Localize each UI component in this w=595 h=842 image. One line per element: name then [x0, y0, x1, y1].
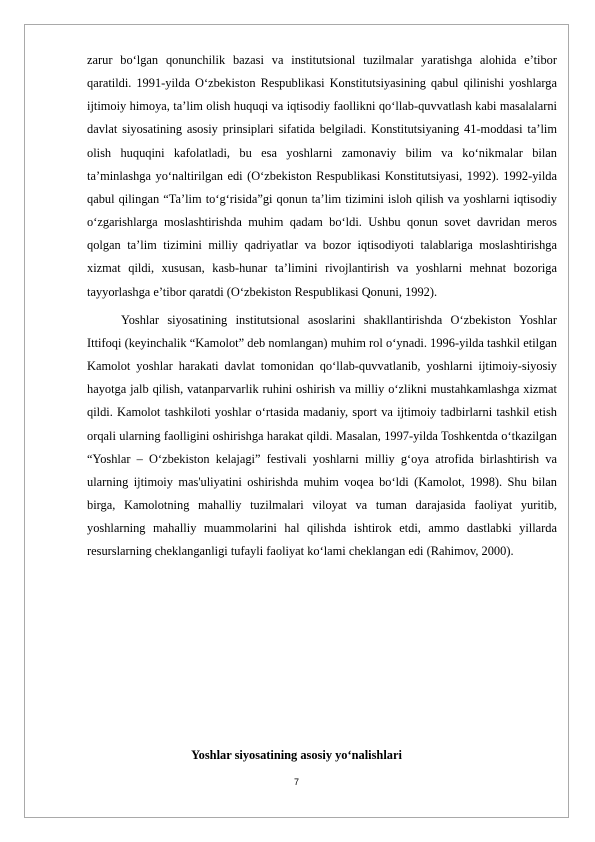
paragraph-2: Yoshlar siyosatining institutsional asoslarini shakllantirishda O‘zbekiston Yoshlar Ittifoqi (keyinchalik “Kamolot” deb nomlangan) muhim rol o‘ynadi. 1996-yilda tashkil etilgan Kamolot yoshlar harakati davlat tomonidan qo‘llab-quvvatlanib, yoshlarni ijtimoiy-siyosiy hayotga jalb qilish, vatanparvarlik ruhini oshirish va milliy o‘zlikni mustahkamlashga xizmat qildi. Kamolot tashkiloti yoshlar o‘rtasida madaniy, sport va ijtimoiy tadbirlarni tashkil etish orqali ularning faolligini oshirishga harakat qildi. Masalan, 1997-yilda Toshkentda o‘tkazilgan “Yoshlar – O‘zbekiston kelajagi” festivali yoshlarni milliy g‘oya atrofida birlashtirish va ularning ijtimoiy mas'uliyatini oshirishda muhim voqea bo‘ldi (Kamolot, 1998). Shu bilan birga, Kamolotning mahalliy tuzilmalari viloyat va tuman darajasida faoliyat yuritib, yoshlarning mahalliy muammolarini hal qilishda ishtirok etdi, ammo dastlabki yillarda resurslarning cheklanganligi tufayli faoliyat ko‘lami cheklangan edi (Rahimov, 2000). — [87, 312, 557, 559]
section-heading: Yoshlar siyosatining asosiy yo‘nalishlari — [191, 748, 402, 762]
paragraph-1: zarur bo‘lgan qonunchilik bazasi va institutsional tuzilmalar yaratishga alohida e’tibor qaratildi. 1991-yilda O‘zbekiston Respublikasi Konstitutsiyasining qabul qilinishi yoshlarga ijtimoiy himoya, ta’lim olish huquqi va iqtisodiy faollikni qo‘llab-quvvatlash kabi masalalarni davlat siyosatining asosiy prinsiplari sifatida belgiladi. Konstitutsiyaning 41-moddasi ta’lim olish huquqini kafolatladi, bu esa yoshlarni zamonaviy bilim va ko‘nikmalar bilan ta’minlashga yo‘naltirilgan edi (O‘zbekiston Respublikasi Konstitutsiyasi, 1992). 1992-yilda qabul qilingan “Ta’lim to‘g‘risida”gi qonun ta’lim tizimini isloh qilish va yoshlarni iqtisodiy o‘zgarishlarga moslashtirishda muhim qadam bo‘ldi. Ushbu qonun sovet davridan meros qolgan ta’lim tizimini milliy qadriyatlar va bozor iqtisodiyoti talablariga moslashtirishga xizmat qildi, xususan, kasb-hunar ta’limini rivojlantirish va yoshlarni mehnat bozoriga tayyorlashga e’tibor qaratdi (O‘zbekiston Respublikasi Qonuni, 1992). — [87, 53, 557, 299]
document-body — [87, 49, 557, 563]
page-number: 7 — [293, 777, 299, 787]
